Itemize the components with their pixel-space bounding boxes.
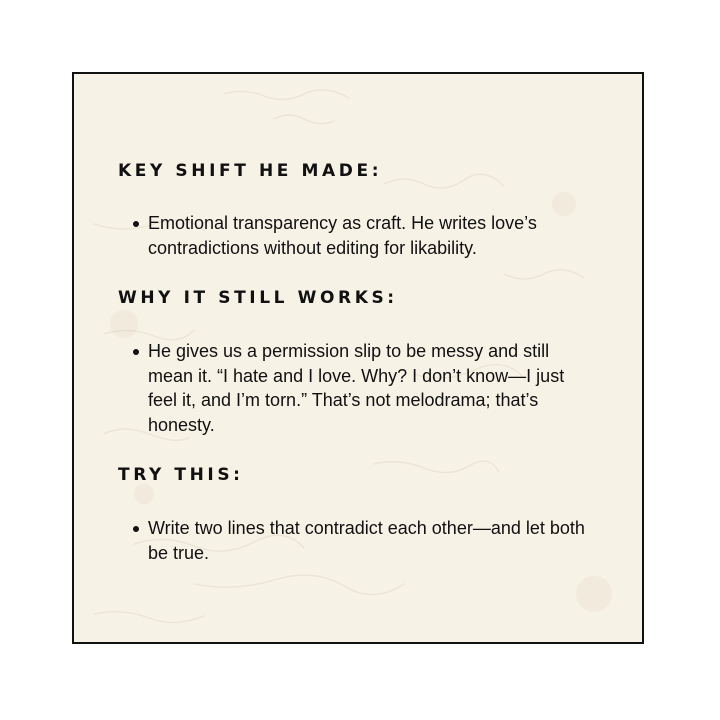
card-frame [72,72,644,644]
bullet-text: He gives us a permission slip to be messy and still mean it. “I hate and I love. Why? I don’t know—I just feel it, and I’m torn.” That’s not melodrama; that’s honesty. [148,341,565,435]
section-heading-try-this: TRY THIS: [118,465,244,485]
key-shift-list [118,211,598,260]
content-area [118,160,598,565]
section-heading-key-shift: KEY SHIFT HE MADE: [118,161,383,181]
bullet-icon [133,221,139,227]
list-item [118,516,598,565]
list-item [118,339,598,437]
section-heading-why-it-works: WHY IT STILL WORKS: [118,288,398,308]
bullet-text: Write two lines that contradict each other—and let both be true. [148,518,585,563]
try-this-list [118,516,598,565]
bullet-text: Emotional transparency as craft. He writes love’s contradictions without editing for likability. [148,213,537,258]
why-it-works-list [118,339,598,437]
list-item [118,211,598,260]
bullet-icon [133,526,139,532]
bullet-icon [133,349,139,355]
